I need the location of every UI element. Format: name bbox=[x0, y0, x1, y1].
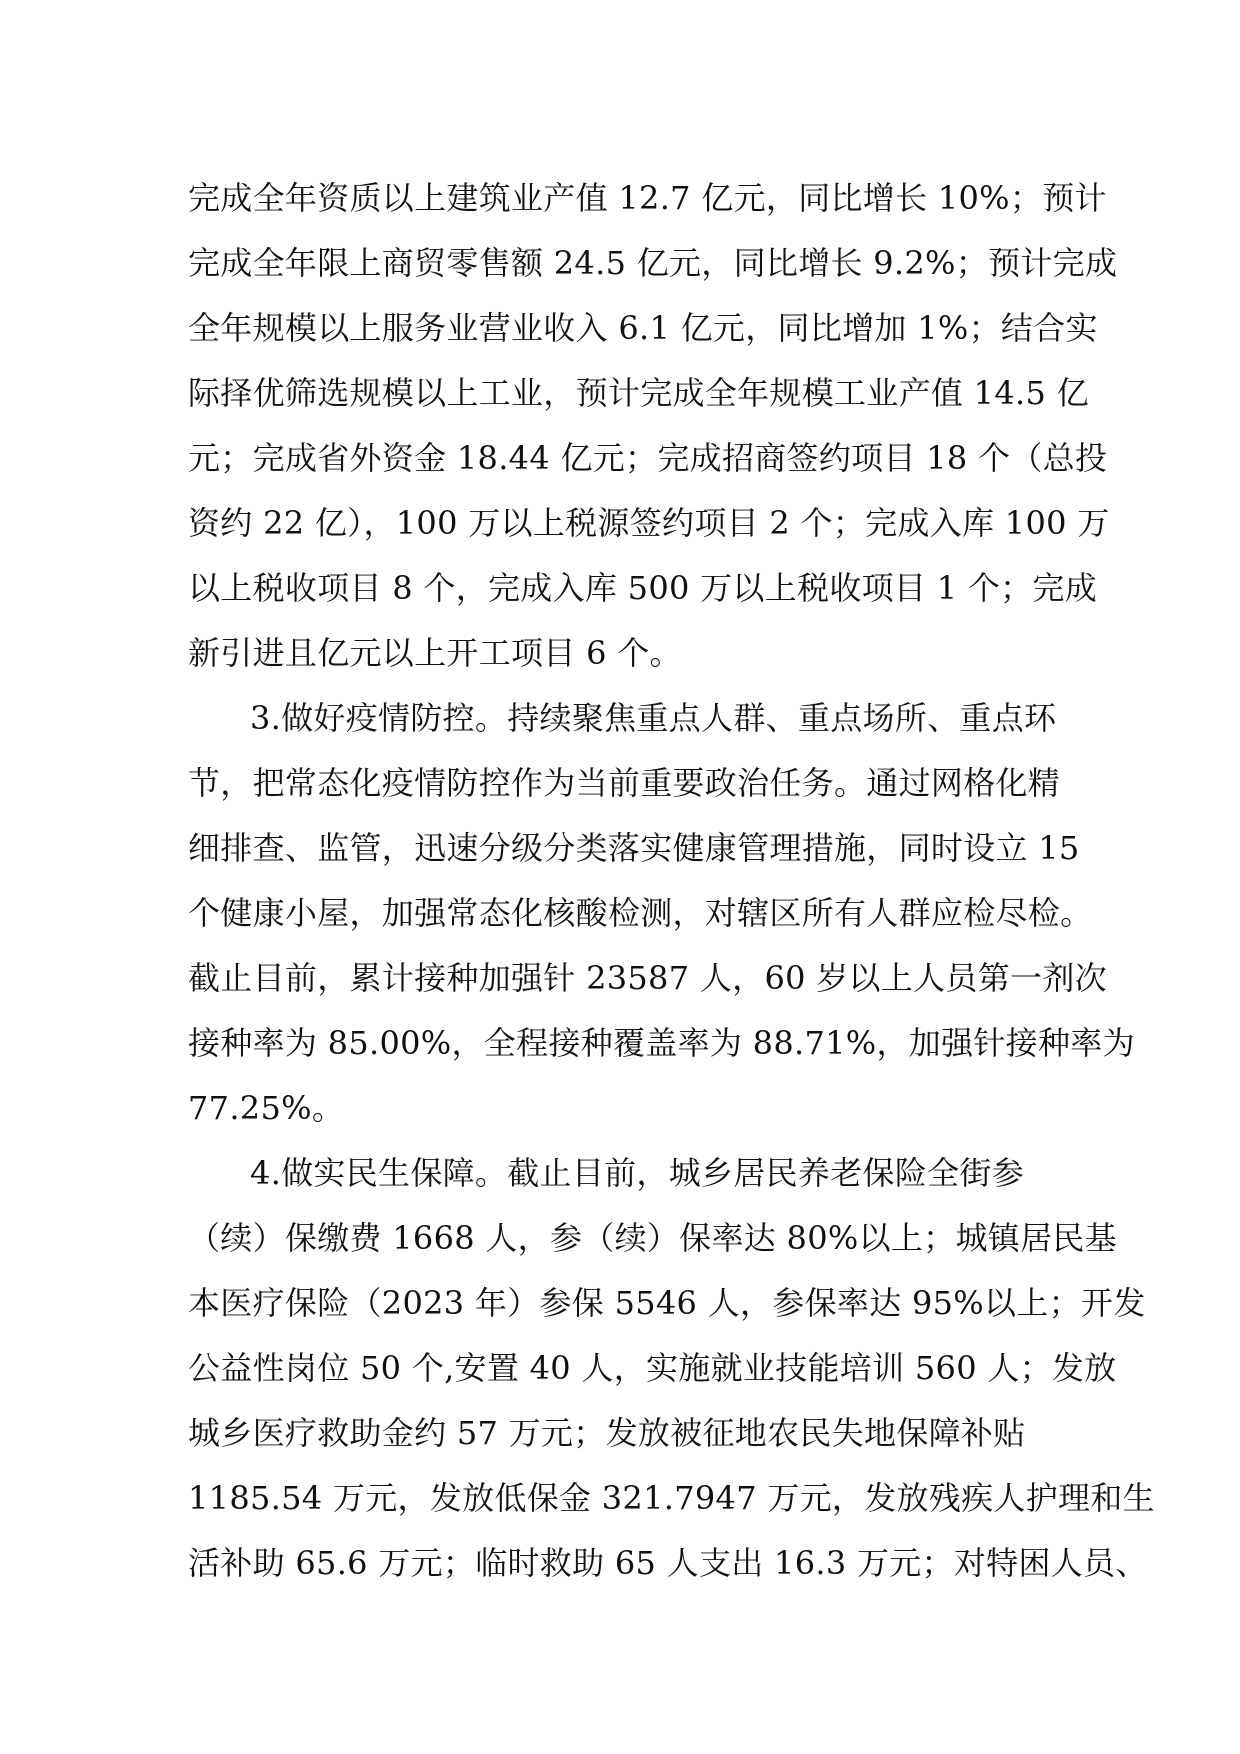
text-line: 本医疗保险（2023 年）参保 5546 人，参保率达 95%以上；开发 bbox=[188, 1284, 1146, 1322]
text-line: 截止目前，累计接种加强针 23587 人，60 岁以上人员第一剂次 bbox=[188, 959, 1107, 997]
text-line: 1185.54 万元，发放低保金 321.7947 万元，发放残疾人护理和生 bbox=[188, 1479, 1155, 1517]
text-line: 节，把常态化疫情防控作为当前重要政治任务。通过网格化精 bbox=[188, 764, 1061, 802]
text-line: 全年规模以上服务业营业收入 6.1 亿元，同比增加 1%；结合实 bbox=[188, 309, 1098, 347]
text-line: 细排查、监管，迅速分级分类落实健康管理措施，同时设立 15 bbox=[188, 829, 1080, 867]
text-line: 城乡医疗救助金约 57 万元；发放被征地农民失地保障补贴 bbox=[188, 1414, 1026, 1452]
text-line: 以上税收项目 8 个，完成入库 500 万以上税收项目 1 个；完成 bbox=[188, 569, 1098, 607]
text-line: 完成全年资质以上建筑业产值 12.7 亿元，同比增长 10%；预计 bbox=[188, 179, 1107, 217]
text-line: （续）保缴费 1668 人，参（续）保率达 80%以上；城镇居民基 bbox=[188, 1219, 1117, 1257]
section-heading-line: 4.做实民生保障。截止目前，城乡居民养老保险全街参 bbox=[250, 1154, 1025, 1192]
text-line: 活补助 65.6 万元；临时救助 65 人支出 16.3 万元；对特困人员、 bbox=[188, 1544, 1148, 1582]
document-body bbox=[188, 166, 1155, 1596]
text-line: 完成全年限上商贸零售额 24.5 亿元，同比增长 9.2%；预计完成 bbox=[188, 244, 1118, 282]
text-line: 元；完成省外资金 18.44 亿元；完成招商签约项目 18 个（总投 bbox=[188, 439, 1108, 477]
section-heading-line: 3.做好疫情防控。持续聚焦重点人群、重点场所、重点环 bbox=[250, 699, 1057, 737]
text-line: 际择优筛选规模以上工业，预计完成全年规模工业产值 14.5 亿 bbox=[188, 374, 1089, 412]
text-line: 77.25%。 bbox=[188, 1089, 345, 1127]
text-line: 个健康小屋，加强常态化核酸检测，对辖区所有人群应检尽检。 bbox=[188, 894, 1093, 932]
text-line: 接种率为 85.00%，全程接种覆盖率为 88.71%，加强针接种率为 bbox=[188, 1024, 1135, 1062]
text-line: 资约 22 亿），100 万以上税源签约项目 2 个；完成入库 100 万 bbox=[188, 504, 1110, 542]
text-line: 公益性岗位 50 个,安置 40 人，实施就业技能培训 560 人；发放 bbox=[188, 1349, 1117, 1387]
text-line: 新引进且亿元以上开工项目 6 个。 bbox=[188, 634, 682, 672]
